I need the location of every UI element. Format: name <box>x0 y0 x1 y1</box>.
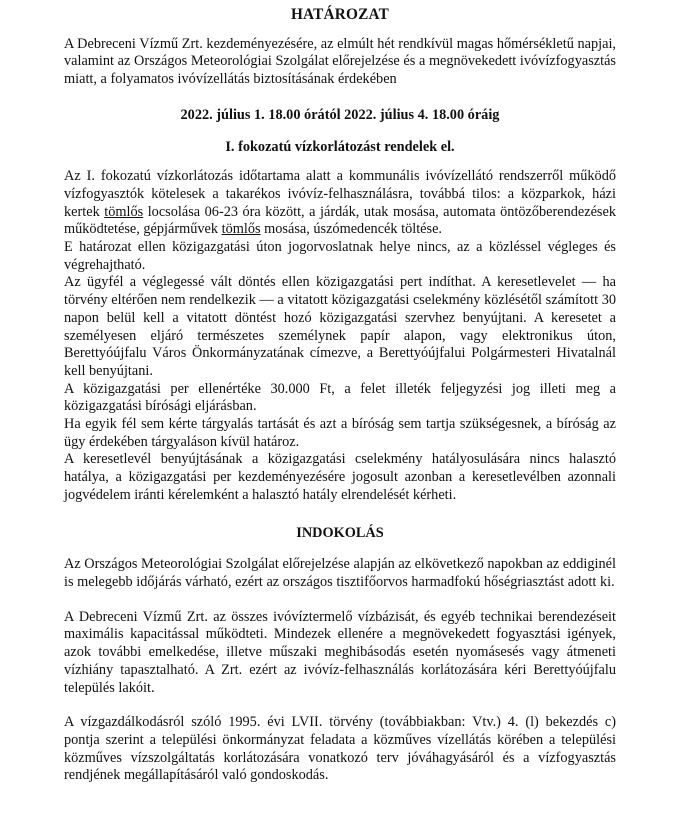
reasoning-paragraph-3: A vízgazdálkodásról szóló 1995. évi LVII. törvény (továbbiakban: Vtv.) 4. (l) bekezdés c) pontja szerint a települési önkormányzat feladata a közműves vízellátás körében a települési közműves vízszolgáltatás korlátozására vonatkozó terv jóváhagyásáról és a vízfogyasztás rendjének megállapításáról való gondoskodás. <box>64 714 616 784</box>
document <box>64 6 616 785</box>
reasoning-paragraph-2: A Debreceni Vízmű Zrt. az összes ivóvíztermelő vízbázisát, és egyéb technikai berendezéseit maximális kapacitással működteti. Mindezek ellenére a megnövekedett fogyasztási igények, azok további emelkedése, illetve műszaki meghibásodás esetén nyomásesés vagy átmeneti vízhiány tapasztalható. A Zrt. ezért az ivóvíz-felhasználás korlátozására kéri Berettyóújfalu település lakóit. <box>64 608 616 696</box>
fee-paragraph: A közigazgatási per ellenértéke 30.000 Ft, a felet illeték feljegyzési jog illeti meg a közigazgatási bírósági eljárásban. <box>64 380 616 415</box>
lawsuit-paragraph: Az ügyfél a véglegessé vált döntés ellen közigazgatási pert indíthat. A keresetlevelet — ha törvény eltérően nem rendelkezik — a vitatott közigazgatási cselekmény közlésétől számított 30 napon belül kell a vitatott döntést hozó közigazgatási szervhez benyújtani. A keresetet a személyesen eljáró természetes személynek papír alapon, vagy elektronikus úton, Berettyóújfalu Város Önkormányzatának címezve, a Berettyóújfalui Polgármesteri Hivatalnál kell benyújtani. <box>64 274 616 379</box>
hearing-paragraph: Ha egyik fél sem kérte tárgyalás tartását és azt a bíróság sem tartja szükségesnek, a bíróság az ügy érdekében tárgyaláson kívül határoz. <box>64 416 616 450</box>
appeal-paragraph: E határozat ellen közigazgatási úton jogorvoslatnak helye nincs, az a közléssel végleges és végrehajtható. <box>64 239 616 273</box>
decree-statement: I. fokozatú vízkorlátozást rendelek el. <box>225 138 455 155</box>
hose-term-2: tömlős <box>221 221 261 238</box>
suspension-paragraph: A keresetlevél benyújtásának a közigazgatási cselekmény hatályosulására nincs halasztó hatálya, a közigazgatási per kezdeményezésére jogosult azonban a keresetlevélben azonnali jogvédelem iránti kérelemként a halasztó hatály elrendelését kérheti. <box>64 451 616 503</box>
reasoning-paragraph-1: Az Országos Meteorológiai Szolgálat előrejelzése alapján az elkövetkező napokban az eddiginél is melegebb időjárás várható, ezért az országos tisztifőorvos harmadfokú hőségriasztást adott ki. <box>64 556 616 590</box>
rules-text-3: mosása, úszómedencék töltése. <box>260 221 442 238</box>
intro-paragraph: A Debreceni Vízmű Zrt. kezdeményezésére, az elmúlt hét rendkívül magas hőmérsékletű napjai, valamint az Országos Meteorológiai Szolgálat előrejelzése és a megnövekedett ivóvízfogyasztás miatt, a folyamatos ivóvízellátás biztosításának érdekében <box>64 35 616 88</box>
rules-text-1: Az I. fokozatú vízkorlátozás időtartama alatt a kommunális ivóvízellátó rendszerről működő vízfogyasztók kötelesek a takarékos ivóvíz-felhasználásra, továbbá tilos: a közparkok, házi kertek <box>64 168 616 220</box>
restriction-rules <box>64 168 616 239</box>
reasoning-title: INDOKOLÁS <box>296 524 384 541</box>
restriction-period: 2022. július 1. 18.00 órától 2022. július 4. 18.00 óráig <box>180 106 500 123</box>
hose-term-1: tömlős <box>104 203 144 220</box>
document-title: HATÁROZAT <box>290 6 390 23</box>
rules-text-2: locsolása 06-23 óra között, a járdák, utak mosása, automata öntözőberendezések működtetése, gépjárművek <box>64 203 616 238</box>
